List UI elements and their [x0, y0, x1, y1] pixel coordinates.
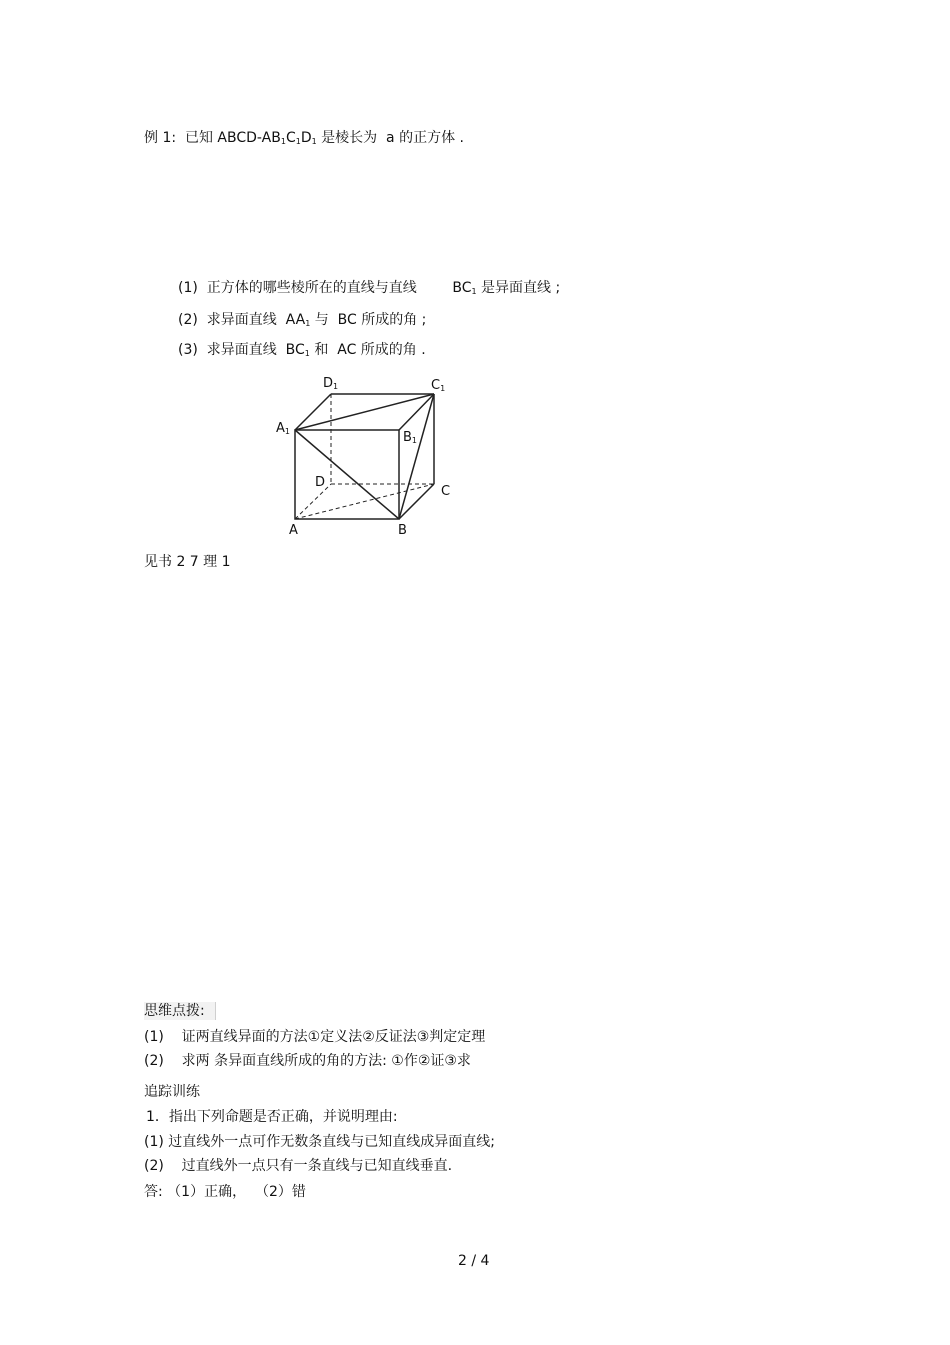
practice-item-2: (2) 过直线外一点只有一条直线与已知直线垂直. [144, 1158, 453, 1174]
question-3: (3) 求异面直线 $BC_1$ 和 AC 所成的角 . [178, 342, 426, 358]
question-2: (2) 求异面直线 $AA_1$ 与 BC 所成的角 ; [178, 312, 427, 328]
label-c: C [441, 484, 451, 499]
label-d: D [315, 475, 326, 490]
hidden-edge-a-d [295, 484, 331, 519]
example-label: 例 1: [144, 130, 177, 146]
label-b: B [398, 523, 407, 538]
tip-2: (2) 求两 条异面直线所成的角的方法: ①作②证③求 [144, 1053, 471, 1069]
diagonal-a1-b [295, 430, 399, 519]
question-1: (1) 正方体的哪些棱所在的直线与直线 $BC_1$ 是异面直线 ; [178, 280, 561, 296]
example-line [144, 129, 464, 151]
page-number: 2 / 4 [458, 1253, 490, 1269]
practice-title: 追踪训练 [144, 1084, 200, 1100]
practice-item-1: (1) 过直线外一点可作无数条直线与已知直线成异面直线; [144, 1134, 496, 1150]
diagonal-a1-c1 [295, 394, 434, 430]
practice-question-1: 1．指出下列命题是否正确，并说明理由: [146, 1109, 398, 1125]
label-a: A [289, 523, 298, 538]
label-d1: $D_1$ [323, 376, 339, 391]
label-c1: $C_1$ [431, 378, 446, 393]
tips-title: 思维点拨: [144, 1002, 216, 1020]
reference-note: 见书 2 7 理 1 [144, 554, 231, 570]
tip-1: (1) 证两直线异面的方法①定义法②反证法③判定定理 [144, 1029, 486, 1045]
practice-answer: 答: （1）正确， （2）错 [144, 1184, 306, 1200]
label-b1: $B_1$ [403, 430, 418, 445]
example-text: 已知 ABCD-$AB_1C_1D_1$ 是棱长为 a 的正方体 . [184, 130, 464, 146]
label-a1: $A_1$ [276, 421, 290, 436]
